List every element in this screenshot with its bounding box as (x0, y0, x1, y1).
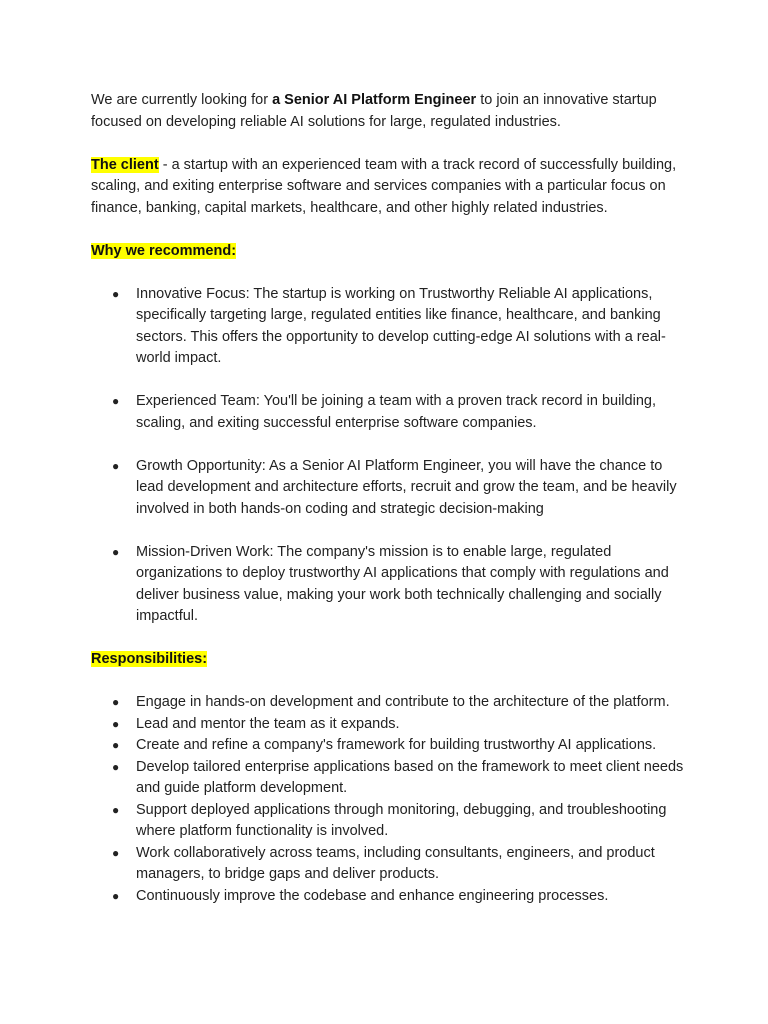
bullet-icon: ● (112, 544, 120, 559)
bullet-icon: ● (112, 716, 120, 731)
bullet-icon: ● (112, 738, 120, 752)
responsibilities-heading-paragraph (91, 649, 691, 671)
spacer (91, 219, 691, 241)
responsibility-item-text: Continuously improve the codebase and enhance engineering processes. (136, 887, 609, 904)
bullet-icon: ● (112, 286, 120, 301)
client-text: - a startup with an experienced team with a track record of successfully building, scaling, and exiting enterprise software and services companies with a particular focus on finance, banking, capital markets, healthcare, and other highly related industries. (91, 156, 677, 216)
why-list (91, 284, 691, 628)
responsibility-item (91, 757, 691, 800)
bullet-icon: ● (112, 888, 120, 903)
client-paragraph (91, 155, 691, 220)
responsibility-item-text: Create and refine a company's framework for building trustworthy AI applications. (136, 737, 657, 753)
bullet-icon: ● (112, 695, 120, 709)
responsibilities-list (91, 692, 691, 907)
spacer (91, 671, 691, 693)
bullet-icon: ● (112, 802, 120, 817)
bullet-icon: ● (112, 394, 120, 408)
responsibility-item (91, 886, 691, 908)
spacer (91, 262, 691, 284)
bullet-icon: ● (112, 759, 120, 774)
responsibilities-heading: Responsibilities: (91, 651, 208, 667)
why-heading-paragraph (91, 241, 691, 263)
document-page (91, 90, 691, 907)
why-item-text: Innovative Focus: The startup is working on Trustworthy Reliable AI applications, specifically targeting large, regulated entities like finance, healthcare, and banking sectors. This offers the opportunity to develop cutting-edge AI solutions with a real-world impact. (136, 285, 666, 366)
why-item (91, 284, 691, 370)
responsibility-item (91, 735, 691, 757)
intro-suffix: to join an innovative startup focused on developing reliable AI solutions for large, regulated industries. (91, 92, 657, 130)
responsibility-item-text: Lead and mentor the team as it expands. (136, 715, 400, 732)
responsibility-item (91, 692, 691, 714)
intro-prefix: We are currently looking for (91, 92, 273, 108)
why-heading: Why we recommend: (91, 242, 237, 259)
spacer (91, 628, 691, 650)
responsibility-item (91, 843, 691, 886)
intro-paragraph (91, 90, 691, 133)
responsibility-item-text: Develop tailored enterprise applications based on the framework to meet client needs and guide platform development. (136, 758, 684, 796)
why-item (91, 391, 691, 434)
spacer (91, 133, 691, 155)
why-item-text: Mission-Driven Work: The company's mission is to enable large, regulated organizations to deploy trustworthy AI applications that comply with regulations and deliver business value, making your work both technically challenging and socially impactful. (136, 543, 669, 624)
responsibility-item-text: Work collaboratively across teams, including consultants, engineers, and product managers, to bridge gaps and deliver products. (136, 844, 655, 882)
responsibility-item (91, 800, 691, 843)
client-heading: The client (91, 156, 159, 173)
why-item-text: Growth Opportunity: As a Senior AI Platform Engineer, you will have the chance to lead development and architecture efforts, recruit and grow the team, and be heavily involved in both hands-on coding and strategic decision-making (136, 457, 677, 517)
bullet-icon: ● (112, 845, 120, 860)
why-item (91, 456, 691, 521)
responsibility-item (91, 714, 691, 736)
bullet-icon: ● (112, 458, 120, 473)
why-item (91, 542, 691, 628)
responsibility-item-text: Support deployed applications through monitoring, debugging, and troubleshooting where platform functionality is involved. (136, 801, 667, 839)
intro-role: a Senior AI Platform Engineer (272, 92, 477, 108)
why-item-text: Experienced Team: You'll be joining a team with a proven track record in building, scaling, and exiting successful enterprise software companies. (136, 393, 656, 431)
responsibility-item-text: Engage in hands-on development and contribute to the architecture of the platform. (136, 694, 670, 710)
